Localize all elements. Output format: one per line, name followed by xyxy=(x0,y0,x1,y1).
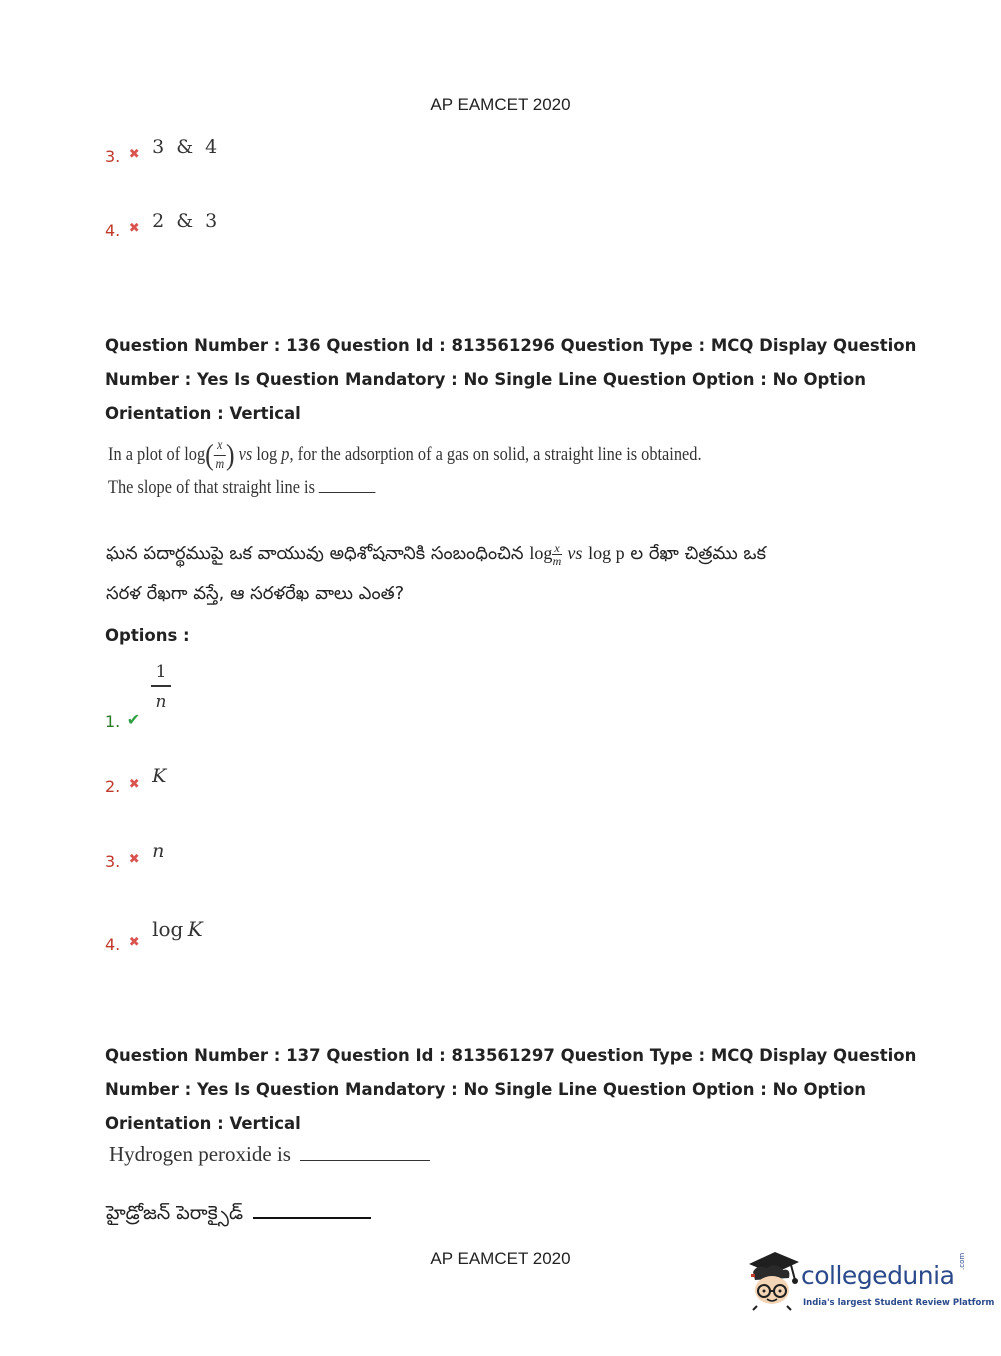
page-header: AP EAMCET 2020 xyxy=(430,95,571,114)
wrong-mark-icon: ✖ xyxy=(128,777,140,792)
option-log: log xyxy=(152,917,184,941)
telugu-text: హైడ్రోజన్ పెరాక్సైడ్ xyxy=(106,1202,244,1224)
meta-line: Question Number : 136 Question Id : 813561296 Question Type : MCQ Display Question xyxy=(105,336,917,355)
answer-blank xyxy=(319,492,376,493)
page-footer: AP EAMCET 2020 xyxy=(430,1249,571,1268)
option-number: 1. xyxy=(105,712,121,732)
wrong-mark-icon: ✖ xyxy=(128,935,140,950)
fraction-denominator: m xyxy=(215,457,225,473)
wrong-mark-icon: ✖ xyxy=(128,852,140,867)
log-text: log xyxy=(529,543,553,563)
question-137-telugu xyxy=(106,1202,371,1229)
fraction-numerator: 1 xyxy=(151,663,172,687)
brand-name: collegedunia xyxy=(801,1261,955,1290)
option-3 xyxy=(105,840,165,871)
telugu-text-line2: సరళ రేఖగా వస్తే, ఆ సరళరేఖ వాలు ఎంత? xyxy=(106,583,405,604)
brand-dotcom: .com xyxy=(958,1252,966,1270)
question-text: Hydrogen peroxide is xyxy=(109,1142,291,1166)
answer-blank xyxy=(253,1217,371,1219)
fraction-numerator: x xyxy=(554,540,560,555)
check-mark-icon: ✔ xyxy=(126,710,141,730)
log-text: log xyxy=(256,444,278,465)
options-label: Options : xyxy=(105,626,190,645)
option-number: 2. xyxy=(105,777,121,796)
option-value: 3 & 4 xyxy=(152,136,221,158)
option-number: 4. xyxy=(105,221,121,240)
fraction-denominator: n xyxy=(155,692,167,712)
fraction-numerator: x xyxy=(214,439,226,456)
vs-text: vs xyxy=(567,543,583,563)
meta-line: Orientation : Vertical xyxy=(105,404,301,423)
meta-line: Number : Yes Is Question Mandatory : No Single Line Question Option : No Option xyxy=(105,370,866,389)
option-value: n xyxy=(152,840,165,862)
wrong-mark-icon: ✖ xyxy=(128,147,140,162)
question-137-text xyxy=(109,1142,430,1167)
option-1 xyxy=(105,655,171,732)
question-text: In a plot of log xyxy=(108,444,206,465)
option-value: 2 & 3 xyxy=(152,210,221,232)
option-number: 4. xyxy=(105,935,121,954)
question-136-meta xyxy=(105,329,917,431)
question-136-text: In a plot of log( $\frac{x}{m}$ ) vs log p, for the adsorption of a gas on solid, a straight line is obtained. The slope of that straight line is xyxy=(108,438,702,498)
option-value: K xyxy=(187,917,203,941)
option-value: K xyxy=(152,765,167,787)
meta-line: Question Number : 137 Question Id : 813561297 Question Type : MCQ Display Question xyxy=(105,1046,917,1065)
p-text: p xyxy=(281,444,290,465)
fraction-denominator: m xyxy=(552,553,562,568)
option-number: 3. xyxy=(105,852,121,871)
telugu-text: ఘన పదార్థముపై ఒక వాయువు అధిశోషనానికి సంబంధించిన xyxy=(106,543,524,564)
option-4 xyxy=(105,917,203,954)
telugu-text: ల రేఖా చిత్రము ఒక xyxy=(630,543,766,564)
option-number: 3. xyxy=(105,147,121,166)
prev-option-3 xyxy=(105,136,221,166)
vs-text: vs xyxy=(238,444,253,465)
question-text-suffix: , for the adsorption of a gas on solid, a straight line is obtained. xyxy=(289,444,702,465)
prev-option-4 xyxy=(105,210,221,240)
collegedunia-logo xyxy=(745,1250,995,1320)
question-text-line2: The slope of that straight line is xyxy=(108,476,315,498)
wrong-mark-icon: ✖ xyxy=(128,221,140,236)
mascot-icon xyxy=(745,1250,801,1318)
brand-tagline: India's largest Student Review Platform xyxy=(803,1298,995,1308)
logp-text: log p xyxy=(588,543,625,563)
question-136-telugu xyxy=(106,533,766,614)
question-137-meta xyxy=(105,1039,917,1141)
answer-blank xyxy=(300,1160,430,1161)
option-2 xyxy=(105,765,167,796)
meta-line: Number : Yes Is Question Mandatory : No Single Line Question Option : No Option xyxy=(105,1080,866,1099)
meta-line: Orientation : Vertical xyxy=(105,1114,301,1133)
